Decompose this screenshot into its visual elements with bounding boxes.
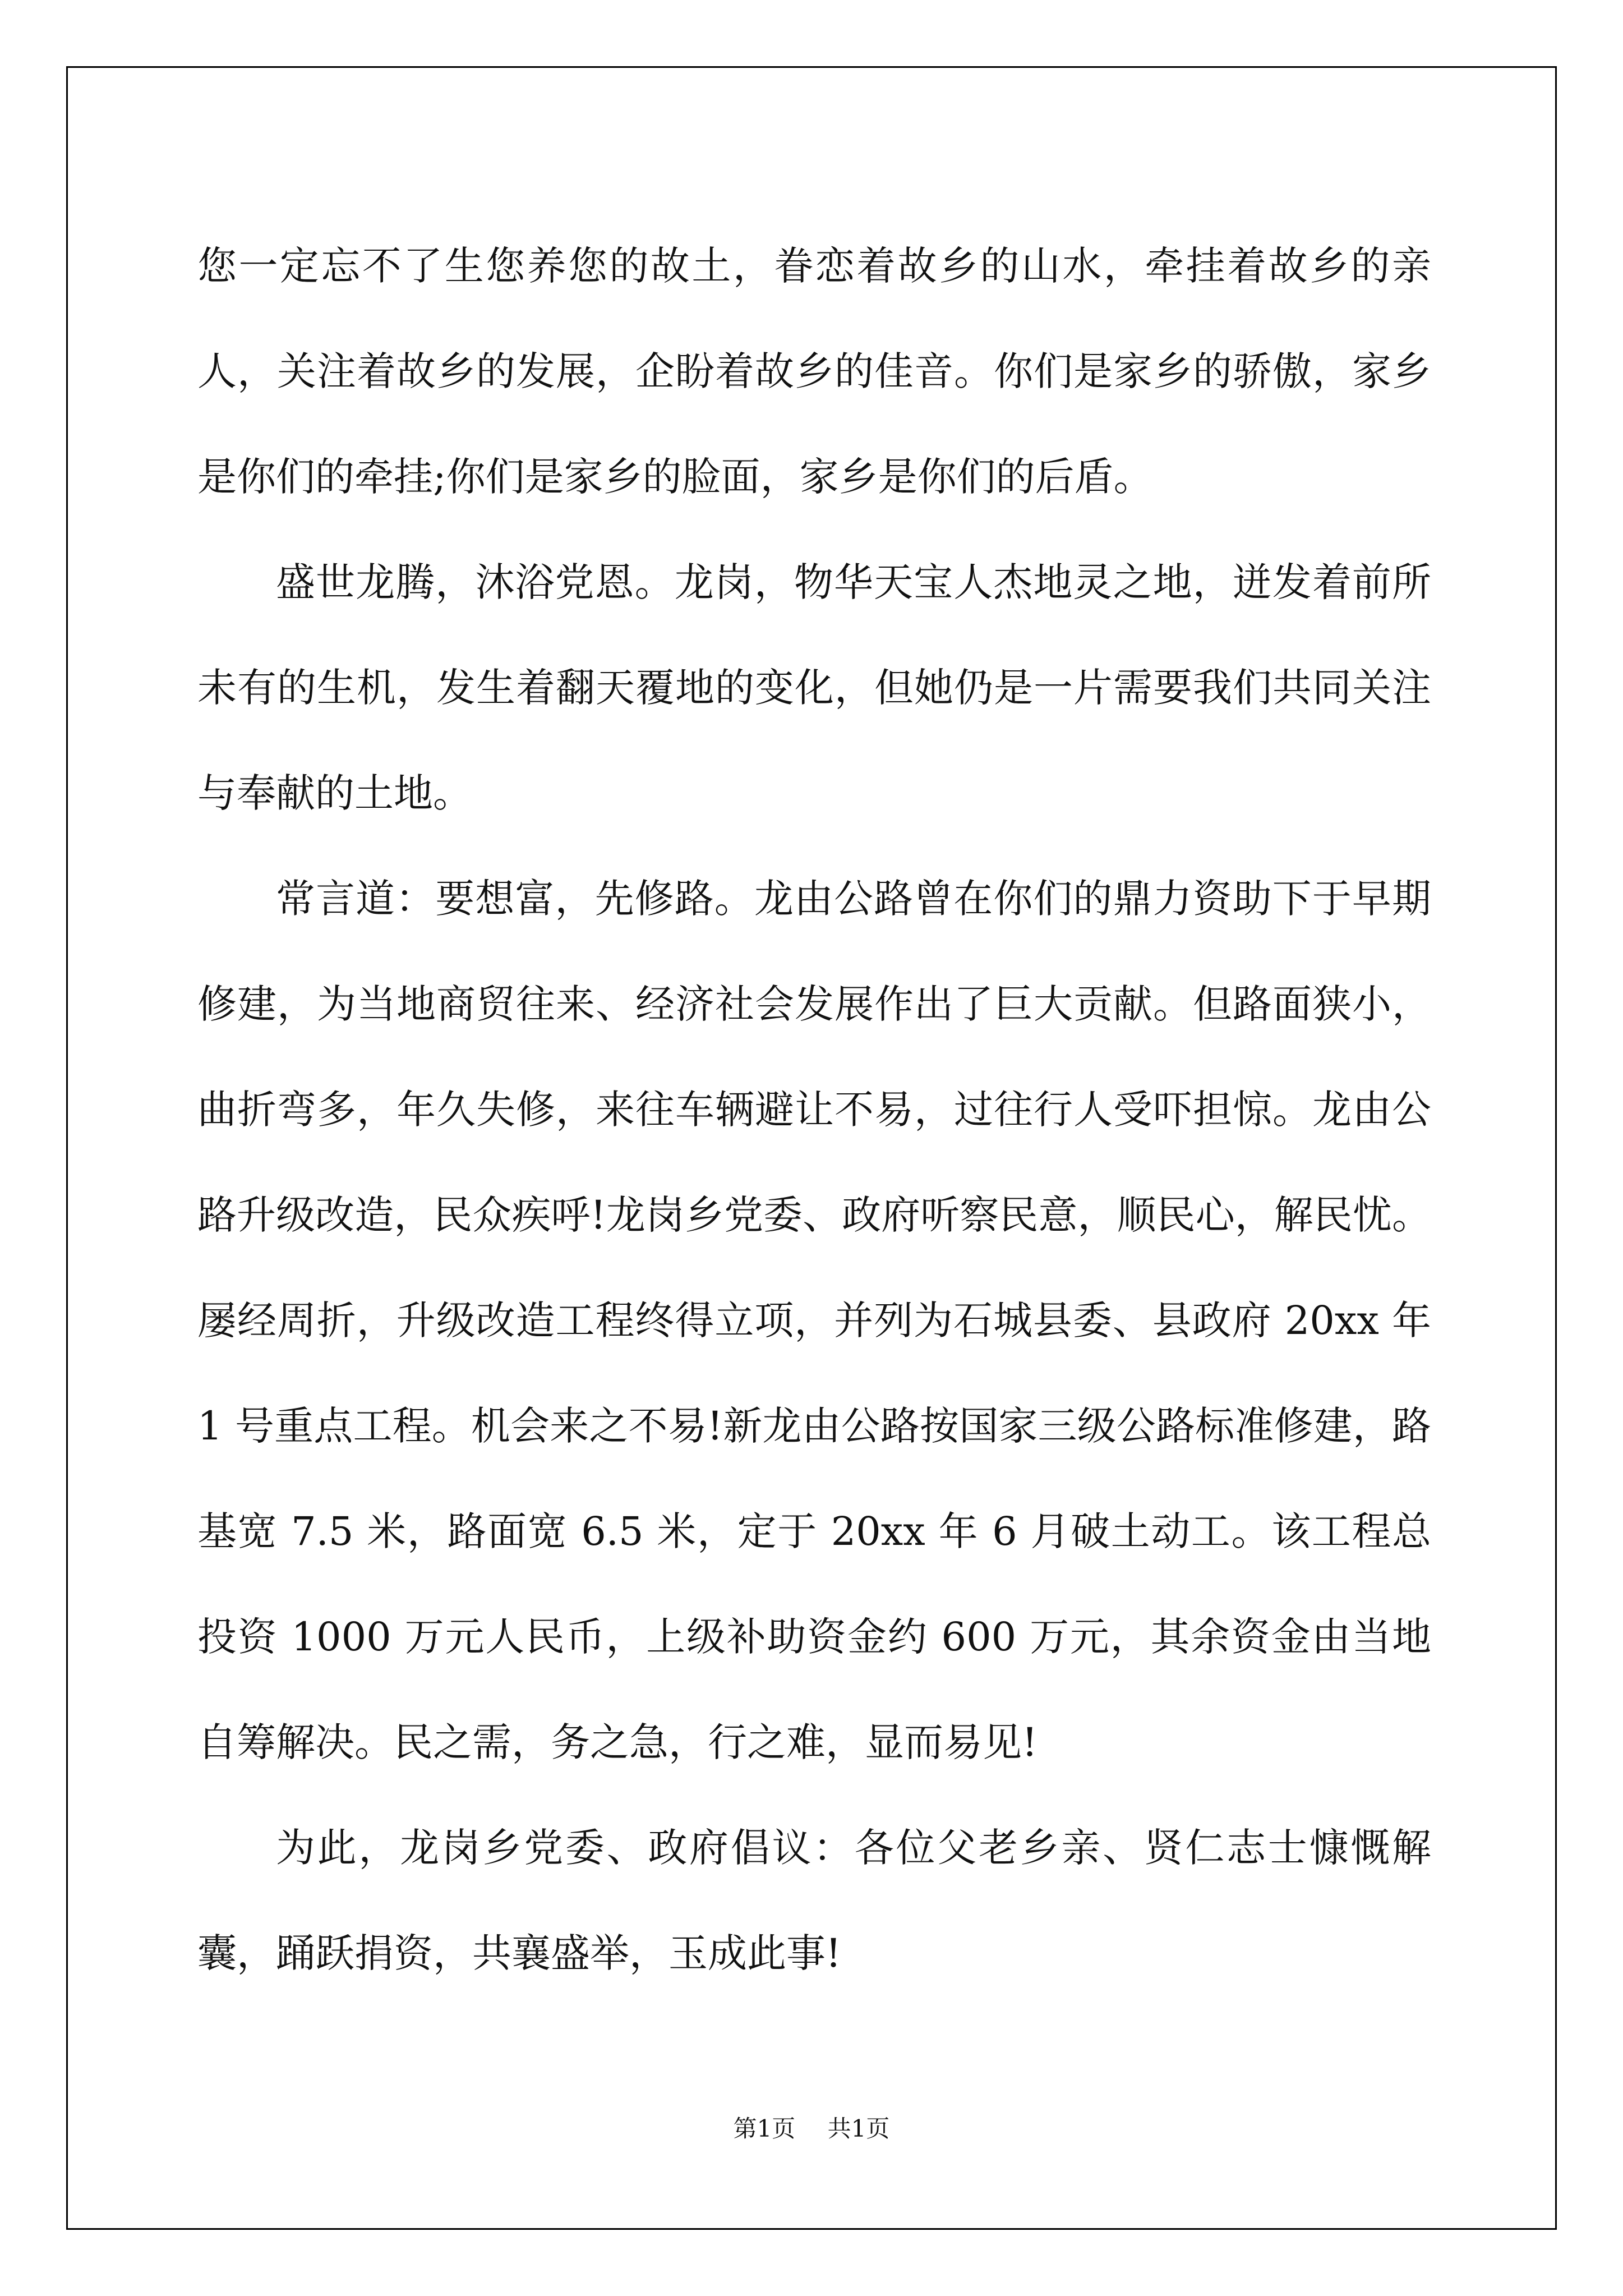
page-number-total: 共1页 [827, 2115, 890, 2142]
page-footer [0, 2110, 1623, 2144]
document-body [197, 213, 1431, 2006]
paragraph-4: 为此，龙岗乡党委、政府倡议：各位父老乡亲、贤仁志士慷慨解囊，踊跃捐资，共襄盛举，玉成此事! [197, 1825, 1431, 1976]
page-number-current: 第1页 [733, 2115, 796, 2142]
paragraph-3: 常言道：要想富，先修路。龙由公路曾在你们的鼎力资助下于早期修建，为当地商贸往来、经济社会发展作出了巨大贡献。但路面狭小，曲折弯多，年久失修，来往车辆避让不易，过往行人受吓担惊。龙由公路升级改造，民众疾呼!龙岗乡党委、政府听察民意，顺民心，解民忧。屡经周折，升级改造工程终得立项，并列为石城县委、县政府 20xx 年 1 号重点工程。机会来之不易!新龙由公路按国家三级公路标准修建，路基宽 7.5 米，路面宽 6.5 米，定于 20xx 年 6 月破土动工。该工程总投资 1000 万元人民币，上级补助资金约 600 万元，其余资金由当地自筹解决。民之需，务之急，行之难，显而易见! [197, 876, 1431, 1765]
paragraph-1: 您一定忘不了生您养您的故土，眷恋着故乡的山水，牵挂着故乡的亲人，关注着故乡的发展，企盼着故乡的佳音。你们是家乡的骄傲，家乡是你们的牵挂;你们是家乡的脸面，家乡是你们的后盾。 [197, 243, 1431, 500]
paragraph-2: 盛世龙腾，沐浴党恩。龙岗，物华天宝人杰地灵之地，迸发着前所未有的生机，发生着翻天覆地的变化，但她仍是一片需要我们共同关注与奉献的土地。 [197, 559, 1431, 816]
